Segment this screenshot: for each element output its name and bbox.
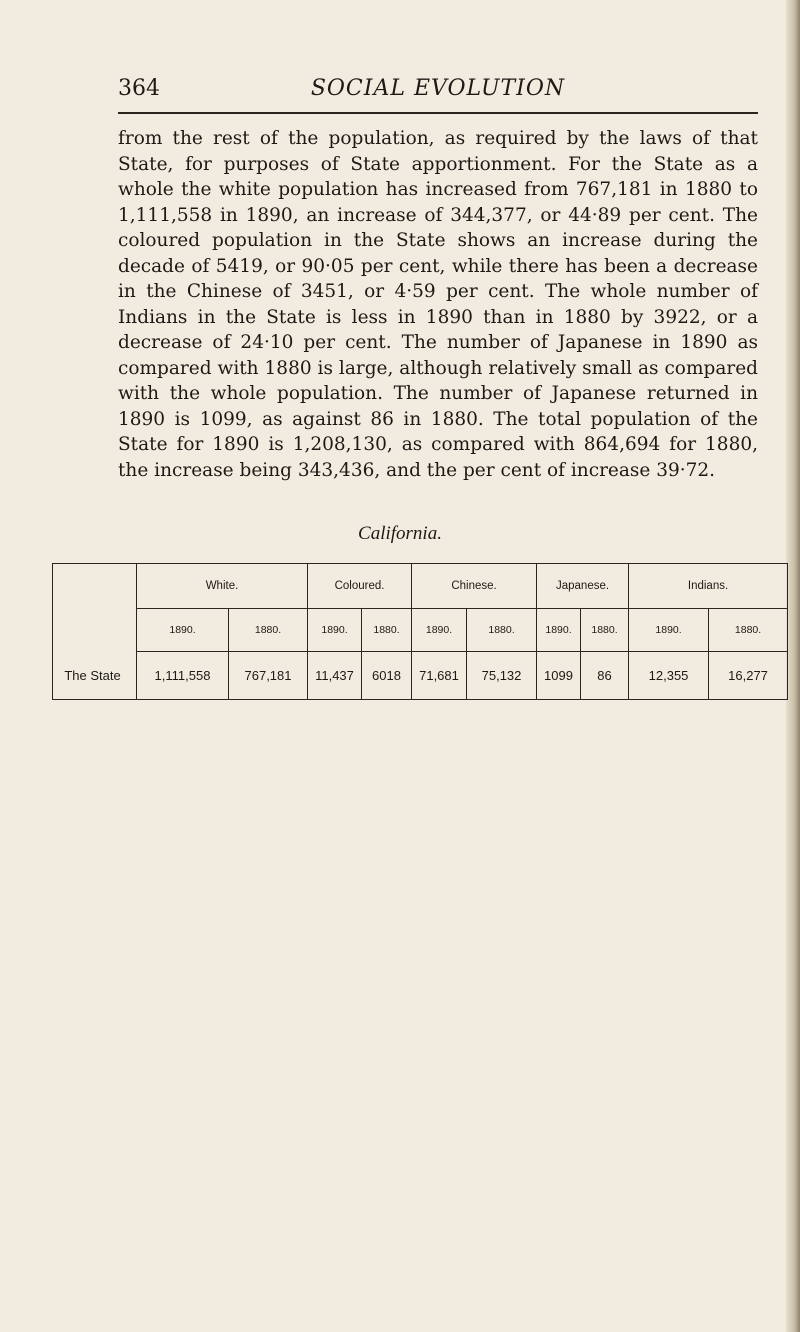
year-header: 1890. (537, 609, 581, 652)
year-header: 1880. (581, 609, 629, 652)
page-number: 364 (118, 76, 160, 101)
year-header: 1890. (412, 609, 467, 652)
table-cell: 1099 (537, 652, 581, 700)
table-cell: 11,437 (308, 652, 362, 700)
table-row (53, 652, 788, 700)
running-title: SOCIAL EVOLUTION (310, 76, 566, 101)
group-header-japanese: Japanese. (537, 564, 629, 609)
table-cell: 1,111,558 (137, 652, 229, 700)
group-header-row (53, 564, 788, 609)
group-header-coloured: Coloured. (308, 564, 412, 609)
stub-header (53, 564, 137, 609)
table-caption: California. (358, 523, 442, 544)
body-paragraph: from the rest of the population, as required by the laws of that State, for purposes of State apportionment. For the State as a whole the white population has increased from 767,181 in 1880 to 1,111,558 in 1890, an increase of 344,377, or 44·89 per cent. The coloured population in the State shows an increase during the decade of 5419, or 90·05 per cent, while there has been a decrease in the Chinese of 3451, or 4·59 per cent. The whole number of Indians in the State is less in 1890 than in 1880 by 3922, or a decrease of 24·10 per cent. The number of Japanese in 1890 as compared with 1880 is large, although relatively small as compared with the whole population. The number of Japanese returned in 1890 is 1099, as against 86 in 1880. The total population of the State for 1890 is 1,208,130, as compared with 864,694 for 1880, the increase being 343,436, and the per cent of increase 39·72. (118, 128, 758, 481)
year-header-row (53, 609, 788, 652)
table-cell: 75,132 (467, 652, 537, 700)
table-cell: 767,181 (229, 652, 308, 700)
year-header: 1890. (308, 609, 362, 652)
year-header: 1890. (629, 609, 709, 652)
population-table (52, 563, 788, 700)
table-cell: 71,681 (412, 652, 467, 700)
row-label: The State (53, 652, 137, 700)
table-cell: 12,355 (629, 652, 709, 700)
year-header: 1880. (229, 609, 308, 652)
group-header-indians: Indians. (629, 564, 788, 609)
year-header: 1880. (362, 609, 412, 652)
page-header (118, 76, 758, 104)
header-rule (118, 112, 758, 114)
stub-header-2 (53, 609, 137, 652)
group-header-chinese: Chinese. (412, 564, 537, 609)
group-header-white: White. (137, 564, 308, 609)
year-header: 1880. (709, 609, 788, 652)
table-cell: 86 (581, 652, 629, 700)
table-cell: 6018 (362, 652, 412, 700)
year-header: 1890. (137, 609, 229, 652)
table-cell: 16,277 (709, 652, 788, 700)
page-edge-shadow (786, 0, 800, 1332)
year-header: 1880. (467, 609, 537, 652)
